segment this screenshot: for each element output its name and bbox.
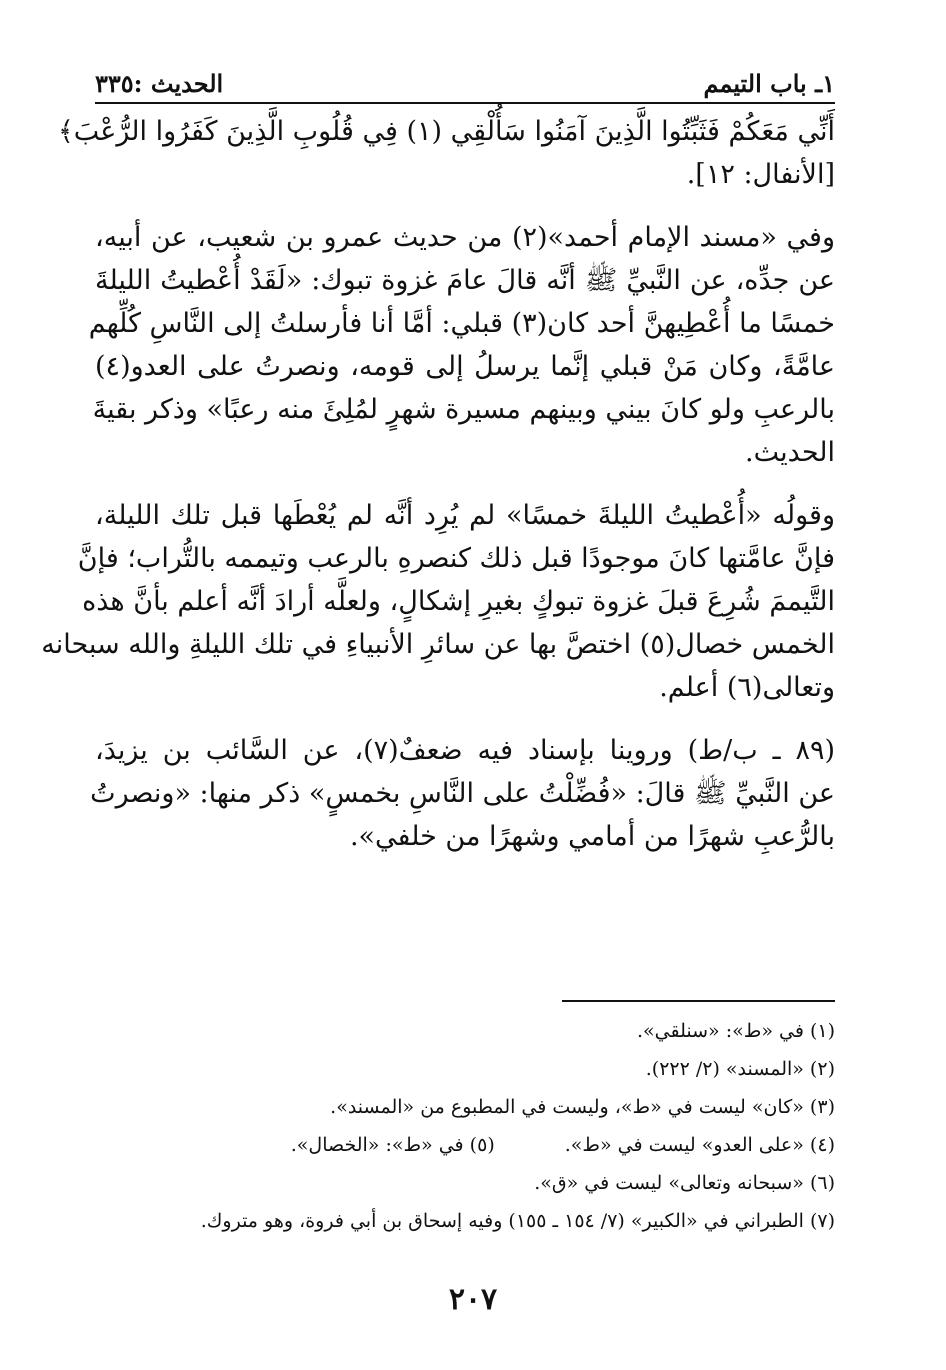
paragraph [90,729,835,858]
header-rule [95,102,835,104]
text-line: بالرعبِ ولو كانَ بيني وبينهم مسيرة شهرٍ لمُلِئَ منه رعبًا» وذكر بقيةَ [92,394,835,425]
footnotes [95,1012,835,1240]
footnote-line [95,1202,835,1240]
footnote-line [95,1050,835,1088]
footnote: (٣) «كان» ليست في «ط»، وليست في المطبوع من «المسند». [330,1096,835,1118]
text-line: بالرُّعبِ شهرًا من أمامي وشهرًا من خلفي». [349,821,835,852]
running-header [95,60,835,98]
paragraph [41,494,835,709]
text-line: عامَّةً، وكان مَنْ قبلي إنَّما يرسلُ إلى قومه، ونصرتُ على العدو(٤) [95,351,835,382]
chapter-title: ١ـ باب التيمم [703,69,835,98]
footnote: (٢) «المسند» (٢/ ٢٢٢). [645,1058,835,1080]
main-text [41,110,836,878]
footnote: (٧) الطبراني في «الكبير» (٧/ ١٥٤ ـ ١٥٥) وفيه إسحاق بن أبي فروة، وهو متروك. [200,1210,835,1232]
text-line: وتعالى(٦) أعلم. [659,672,835,703]
text-line: الحديث. [745,437,835,468]
text-line: عن جدِّه، عن النَّبيِّ ﷺ أنَّه قالَ عامَ غزوة تبوك: «لَقَدْ أُعْطيتُ الليلةَ [95,265,835,296]
footnote: (٥) في «ط»: «الخصال». [290,1134,495,1156]
text-line: خمسًا ما أُعْطِيهنَّ أحد كان(٣) قبلي: أمَّا أنا فأرسلتُ إلى النَّاسِ كُلِّهم [88,308,835,339]
footnote-line [95,1164,835,1202]
page-number: ٢٠٧ [448,1282,498,1317]
text-line: وقولُه «أُعْطيتُ الليلةَ خمسًا» لم يُرِد أنَّه لم يُعْطَها قبل تلك الليلة، [95,500,835,531]
footnote-line [95,1088,835,1126]
footnote: (٤) «على العدو» ليست في «ط». [564,1134,835,1156]
text-line: [الأنفال: ١٢]. [686,159,835,190]
hadith-number: الحديث :٣٣٥ [95,69,224,98]
text-line: وفي «مسند الإمام أحمد»(٢) من حديث عمرو بن شعيب، عن أبيه، [95,222,836,253]
footnote-line [95,1012,835,1050]
footnote: (٦) «سبحانه وتعالى» ليست في «ق». [534,1172,835,1194]
text-line: (٨٩ ـ ب/ط) وروينا بإسناد فيه ضعفٌ(٧)، عن السَّائب بن يزيدَ، [95,735,835,766]
text-line: التَّيممَ شُرِعَ قبلَ غزوة تبوكٍ بغيرِ إشكالٍ، ولعلَّه أرادَ أنَّه أعلم بأنَّ هذه [82,586,835,617]
text-line: فإنَّ عامَّتها كانَ موجودًا قبل ذلك كنصرهِ بالرعب وتيممه بالتُّراب؛ فإنَّ [77,543,835,574]
paragraph [88,216,836,474]
footnote: (١) في «ط»: «سنلقي». [637,1020,835,1042]
paragraph [57,110,835,196]
text-line: عن النَّبيِّ ﷺ قالَ: «فُضِّلْتُ على النَّاسِ بخمسٍ» ذكر منها: «ونصرتُ [90,778,835,809]
text-line: أَنِّي مَعَكُمْ فَثَبِّتُوا الَّذِينَ آمَنُوا سَأُلْقِي (١) فِي قُلُوبِ الَّذِينَ كَفَرُوا الرُّعْبَ﴾ [57,116,835,147]
footnote-line [95,1126,835,1164]
text-line: الخمس خصال(٥) اختصَّ بها عن سائرِ الأنبياءِ في تلك الليلةِ والله سبحانه [41,629,835,660]
footnote-rule [562,1000,835,1002]
